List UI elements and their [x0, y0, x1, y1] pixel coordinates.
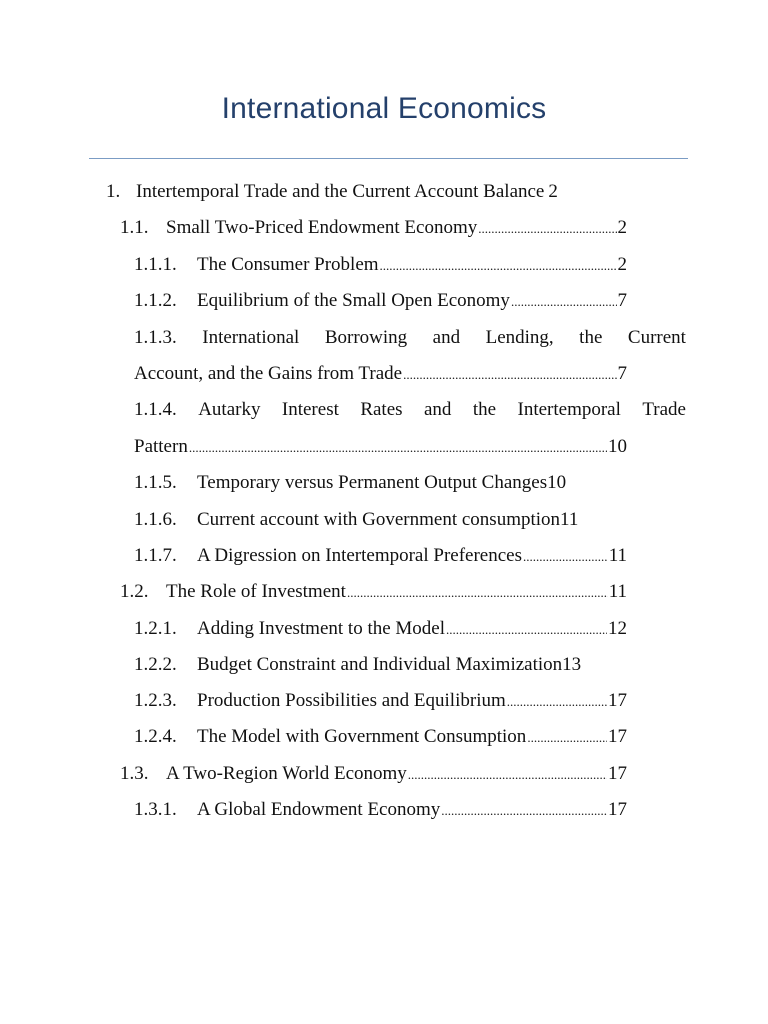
toc-number: 1.1.4. — [134, 399, 177, 420]
toc-leader — [527, 725, 607, 750]
toc-word: Intertemporal — [517, 399, 621, 420]
toc-label: Budget Constraint and Individual Maximization — [197, 654, 563, 675]
toc-word: International — [202, 327, 300, 348]
toc-label: Production Possibilities and Equilibrium — [197, 690, 506, 711]
toc-word: Current — [627, 327, 686, 348]
toc-label-line1 — [134, 398, 686, 422]
toc-number: 1.2.1. — [134, 618, 177, 639]
toc-leader — [523, 544, 608, 569]
toc-word: Rates — [360, 399, 403, 420]
toc-entry-1-1[interactable] — [120, 216, 627, 241]
document-title: International Economics — [221, 92, 547, 125]
toc-word: Autarky — [198, 399, 261, 420]
toc-word: and — [432, 327, 461, 348]
toc-entry-1-2-2[interactable] — [134, 653, 654, 677]
toc-label-line1 — [134, 326, 686, 350]
toc-word: and — [423, 399, 452, 420]
toc-entry-1-1-5[interactable] — [134, 471, 654, 495]
toc-number: 1.2.3. — [134, 690, 177, 711]
toc-page: 17 — [608, 799, 627, 820]
toc-label: Pattern — [134, 436, 188, 457]
toc-page: 2 — [617, 217, 627, 238]
toc-label: Equilibrium of the Small Open Economy — [197, 290, 510, 311]
toc-number: 1.1.6. — [134, 509, 177, 530]
toc-entry-1-1-3-cont[interactable] — [134, 362, 627, 387]
toc-number: 1.1.2. — [134, 290, 177, 311]
toc-page: 11 — [608, 545, 627, 566]
toc-entry-1-1-4[interactable] — [134, 398, 686, 422]
toc-leader — [403, 362, 616, 387]
toc-page: 11 — [560, 509, 579, 530]
toc-entry-1-1-2[interactable] — [134, 289, 627, 314]
toc-number: 1.2.4. — [134, 726, 177, 747]
toc-entry-1-2-1[interactable] — [134, 617, 627, 642]
toc-number: 1.3. — [120, 763, 149, 784]
toc-label: A Digression on Intertemporal Preferences — [197, 545, 523, 566]
toc-label: Adding Investment to the Model — [197, 618, 446, 639]
toc-number: 1.1. — [120, 217, 149, 238]
toc-entry-1-2-4[interactable] — [134, 725, 627, 750]
toc-word: the — [579, 327, 603, 348]
toc-label: A Two-Region World Economy — [166, 763, 407, 784]
toc-leader — [511, 289, 617, 314]
toc-entry-1-2[interactable] — [120, 580, 627, 605]
toc-page: 13 — [562, 654, 582, 675]
toc-number: 1.1.5. — [134, 472, 177, 493]
toc-number: 1.1.3. — [134, 327, 177, 348]
toc-entry-1-3[interactable] — [120, 762, 627, 787]
toc-leader — [189, 435, 607, 460]
toc-leader — [446, 617, 607, 642]
toc-label: The Consumer Problem — [197, 254, 379, 275]
toc-number: 1.2. — [120, 581, 149, 602]
toc-entry-1-1-1[interactable] — [134, 253, 627, 278]
toc-label: The Role of Investment — [166, 581, 346, 602]
toc-leader — [478, 216, 616, 241]
toc-page: 17 — [608, 726, 627, 747]
toc-label: Small Two-Priced Endowment Economy — [166, 217, 478, 238]
toc-entry-1-1-3[interactable] — [134, 326, 686, 350]
toc-number: 1.2.2. — [134, 654, 177, 675]
toc-number: 1.3.1. — [134, 799, 177, 820]
toc-entry-1[interactable] — [106, 180, 626, 204]
toc-page: 11 — [608, 581, 627, 602]
toc-word: the — [472, 399, 497, 420]
toc-word: Borrowing — [324, 327, 408, 348]
toc-leader — [380, 253, 617, 278]
toc-number: 1.1.1. — [134, 254, 177, 275]
toc-entry-1-2-3[interactable] — [134, 689, 627, 714]
toc-page: 7 — [617, 363, 627, 384]
toc-word: Trade — [642, 399, 686, 420]
toc-word: Lending, — [485, 327, 554, 348]
toc-page: 17 — [608, 690, 627, 711]
toc-entry-1-3-1[interactable] — [134, 798, 627, 823]
toc-page: 12 — [608, 618, 627, 639]
toc-entry-1-1-6[interactable] — [134, 508, 654, 532]
toc-page: 10 — [547, 472, 567, 493]
toc-number: 1. — [106, 181, 121, 202]
toc-leader — [347, 580, 608, 605]
toc-label: Account, and the Gains from Trade — [134, 363, 403, 384]
toc-page: 2 — [617, 254, 627, 275]
toc-label: Current account with Government consumption — [197, 509, 561, 530]
toc-word: Interest — [281, 399, 339, 420]
toc-number: 1.1.7. — [134, 545, 177, 566]
toc-label: A Global Endowment Economy — [197, 799, 441, 820]
toc-leader — [441, 798, 607, 823]
toc-page: 2 — [548, 181, 558, 202]
toc-label: Temporary versus Permanent Output Changes — [197, 472, 548, 493]
toc-label: Intertemporal Trade and the Current Account Balance — [136, 181, 545, 202]
toc-leader — [408, 762, 607, 787]
toc-leader — [507, 689, 607, 714]
toc-page: 17 — [608, 763, 627, 784]
toc-page: 7 — [617, 290, 627, 311]
toc-page: 10 — [608, 436, 627, 457]
toc-label: The Model with Government Consumption — [197, 726, 527, 747]
toc-entry-1-1-7[interactable] — [134, 544, 627, 569]
toc-entry-1-1-4-cont[interactable] — [134, 435, 627, 460]
title-divider — [89, 158, 688, 159]
